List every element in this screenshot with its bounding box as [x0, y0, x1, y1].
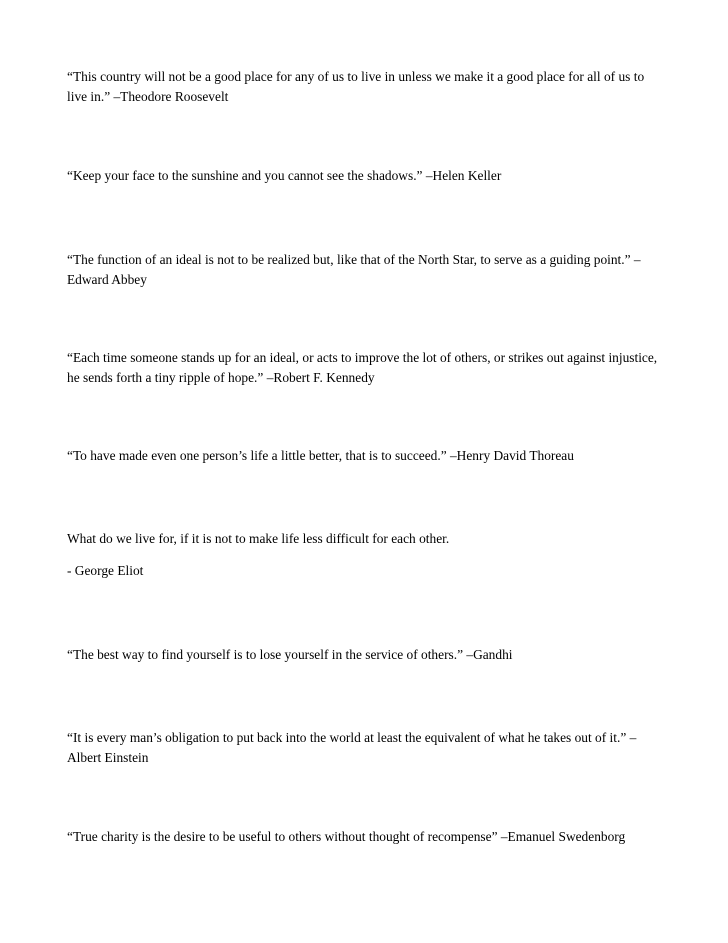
quote-abbey: “The function of an ideal is not to be realized but, like that of the North Star, to serve as a guiding point.” –Edward Abbey	[67, 252, 641, 287]
quote-keller: “Keep your face to the sunshine and you cannot see the shadows.” –Helen Keller	[67, 168, 502, 183]
quote-thoreau: “To have made even one person’s life a little better, that is to succeed.” –Henry David Thoreau	[67, 448, 574, 463]
quote-kennedy: “Each time someone stands up for an ideal, or acts to improve the lot of others, or strikes out against injustice, he sends forth a tiny ripple of hope.” –Robert F. Kennedy	[67, 350, 658, 385]
quote-einstein: “It is every man’s obligation to put back into the world at least the equivalent of what he takes out of it.” –Albert Einstein	[67, 730, 637, 765]
quote-eliot: What do we live for, if it is not to make life less difficult for each other.	[67, 531, 450, 546]
attribution-eliot: - George Eliot	[67, 563, 144, 578]
quote-gandhi: “The best way to find yourself is to lose yourself in the service of others.” –Gandhi	[67, 647, 513, 662]
quote-swedenborg: “True charity is the desire to be useful to others without thought of recompense” –Emanuel Swedenborg	[67, 829, 626, 844]
quote-roosevelt: “This country will not be a good place for any of us to live in unless we make it a good place for all of us to live in.” –Theodore Roosevelt	[67, 69, 645, 104]
